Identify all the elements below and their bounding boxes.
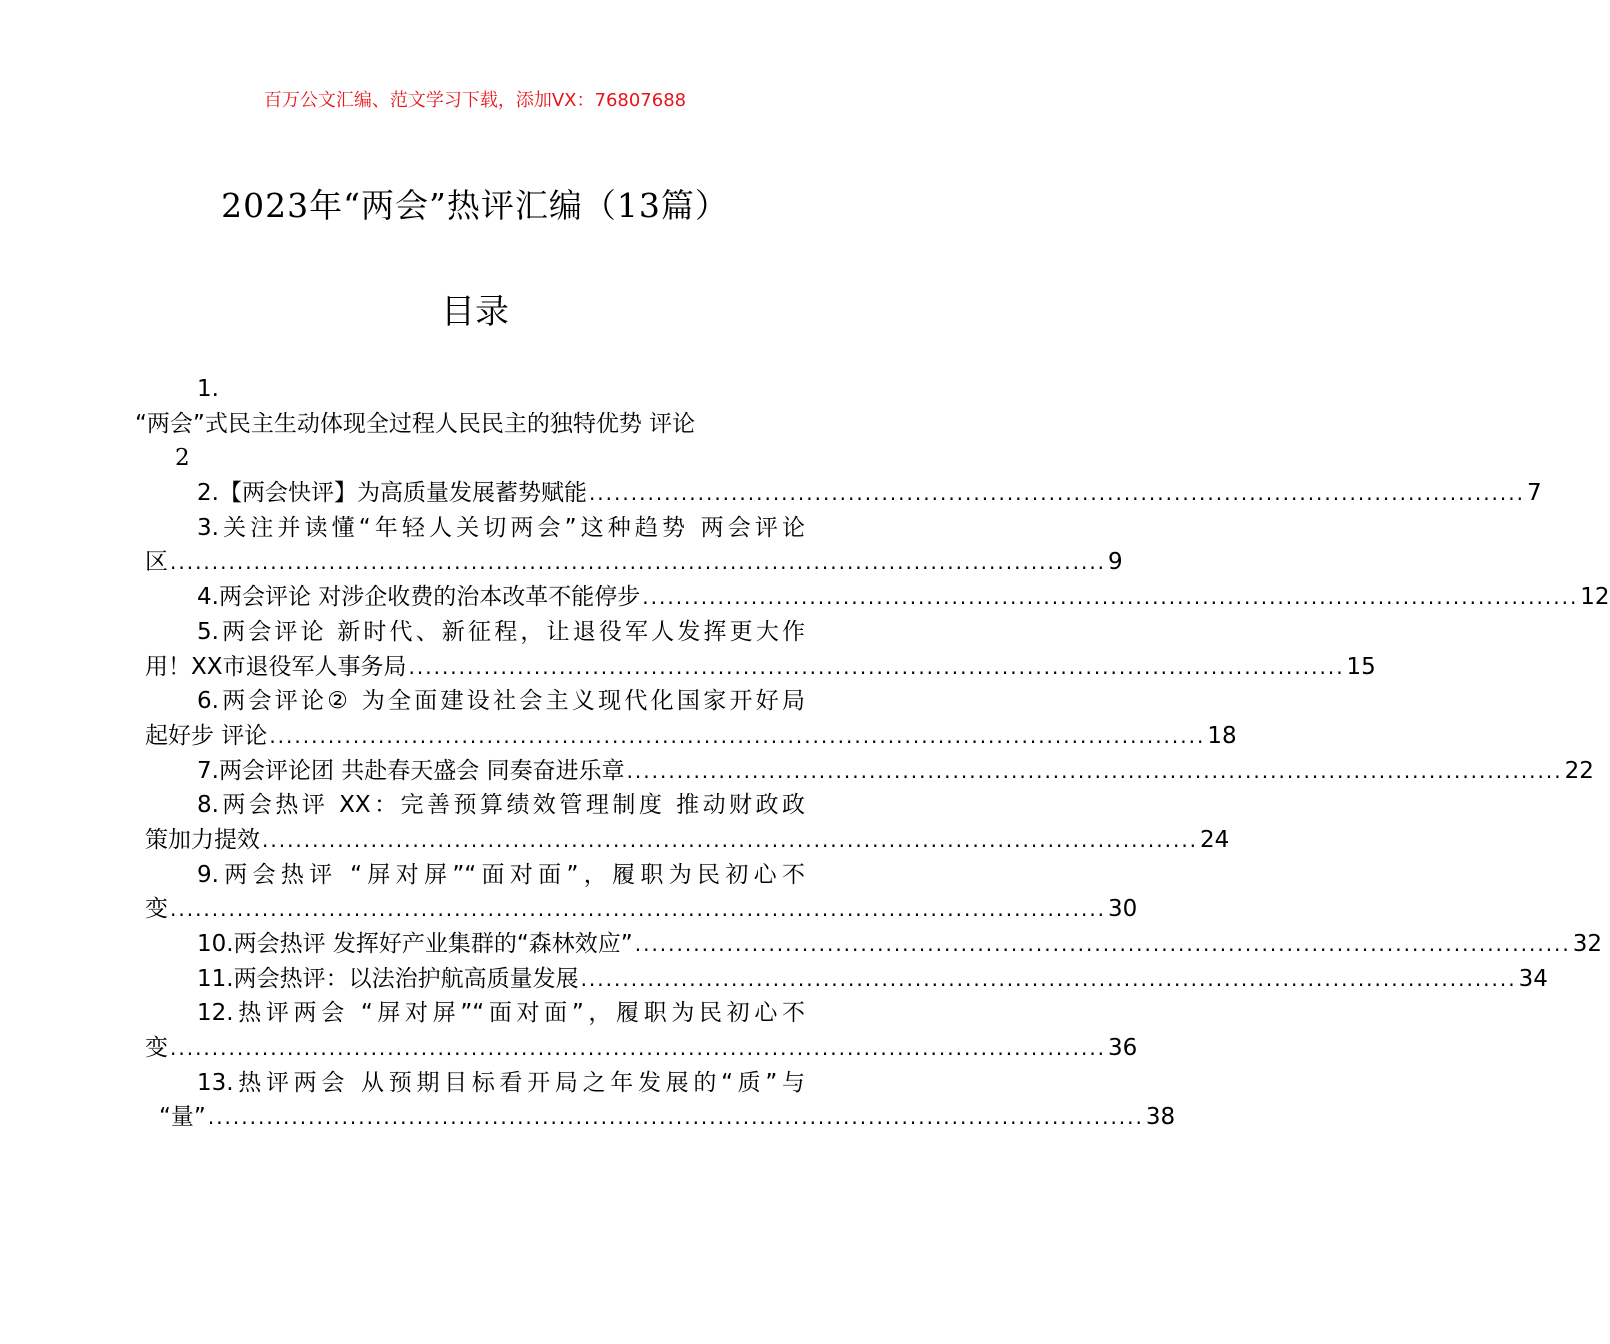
toc-entry-title: 11.两会热评：以法治护航高质量发展 xyxy=(197,965,579,992)
toc-entry-page: 2 xyxy=(175,445,190,472)
toc-leader: ................................................................................................................ xyxy=(170,897,1107,922)
toc-leader: ................................................................................................................ xyxy=(170,1036,1107,1061)
toc-entry-2[interactable] xyxy=(145,476,1542,511)
toc-entry-title: 3.关注并读懂“年轻人关切两会”这种趋势 两会评论 xyxy=(197,514,805,541)
toc-entry-4[interactable] xyxy=(145,580,1610,615)
header-note: 百万公文汇编、范文学习下载，添加VX：76807688 xyxy=(263,90,687,111)
toc-entry-title: “两会”式民主生动体现全过程人民民主的独特优势 评论 xyxy=(135,410,696,437)
toc-entry-title-cont: 用！XX市退役军人事务局 xyxy=(145,653,407,680)
toc-entry-8[interactable] xyxy=(145,788,1230,857)
toc-entry-number: 1. xyxy=(197,376,219,402)
toc-entry-page: 18 xyxy=(1207,722,1237,749)
toc-leader: ................................................................................................................ xyxy=(588,481,1525,506)
toc-entry-title: 10.两会热评 发挥好产业集群的“森林效应” xyxy=(197,931,633,957)
toc-entry-page: 32 xyxy=(1572,931,1603,957)
toc-entry-3[interactable] xyxy=(145,511,1123,580)
toc-entry-10[interactable] xyxy=(145,927,1603,962)
toc-entry-title-cont: “量” xyxy=(159,1104,206,1131)
toc-leader: ................................................................................................................ xyxy=(207,1105,1144,1130)
toc-entry-page: 15 xyxy=(1346,653,1376,680)
toc-entry-page: 7 xyxy=(1526,480,1542,507)
toc-entry-13[interactable] xyxy=(145,1066,1176,1135)
toc-entry-12[interactable] xyxy=(145,996,1138,1065)
toc-entry-page: 9 xyxy=(1108,549,1123,576)
toc-entry-title: 5.两会评论 新时代、新征程，让退役军人发挥更大作 xyxy=(197,618,805,645)
toc-leader: ................................................................................................................ xyxy=(634,932,1571,956)
toc-entry-title: 7.两会评论团 共赴春天盛会 同奏奋进乐章 xyxy=(197,757,625,784)
toc-leader: ................................................................................................................ xyxy=(408,654,1345,679)
toc-entry-page: 34 xyxy=(1518,965,1548,992)
toc-entry-title-cont: 区 xyxy=(145,549,168,576)
toc-entry-title-cont: 起好步 评论 xyxy=(145,722,268,749)
toc-leader: ................................................................................................................ xyxy=(580,966,1517,991)
toc-leader: ................................................................................................................ xyxy=(269,723,1206,748)
toc-entry-title: 9.两会热评 “屏对屏”“面对面”，履职为民初心不 xyxy=(197,861,805,888)
toc-entry-page: 30 xyxy=(1108,896,1138,923)
toc-entry-9[interactable] xyxy=(145,858,1138,927)
toc-entry-title-cont: 变 xyxy=(145,1035,168,1062)
document-title: 2023年“两会”热评汇编（13篇） xyxy=(221,186,729,225)
toc-entry-title-cont: 变 xyxy=(145,896,168,923)
toc-entry-title: 4.两会评论 对涉企收费的治本改革不能停步 xyxy=(197,584,641,611)
toc-leader: ................................................................................................................ xyxy=(262,827,1199,852)
toc-entry-page: 22 xyxy=(1564,757,1594,784)
toc-entry-6[interactable] xyxy=(145,684,1237,753)
toc-entry-5[interactable] xyxy=(145,615,1376,684)
toc-entry-page: 36 xyxy=(1108,1035,1138,1062)
toc-entry-title-cont: 策加力提效 xyxy=(145,826,260,853)
toc-entry-page: 24 xyxy=(1200,826,1230,853)
toc-entry-title: 6.两会评论② 为全面建设社会主义现代化国家开好局 xyxy=(197,688,805,715)
toc-leader: ................................................................................................................ xyxy=(170,550,1107,575)
toc-entry-title: 8.两会热评 XX：完善预算绩效管理制度 推动财政政 xyxy=(197,792,805,819)
toc-entry-7[interactable] xyxy=(145,754,1594,789)
toc-leader: ................................................................................................................ xyxy=(642,585,1579,610)
toc-leader: ................................................................................................................ xyxy=(626,758,1563,783)
toc-entry-11[interactable] xyxy=(145,962,1548,997)
toc-entry-1[interactable] xyxy=(135,372,805,476)
toc-heading: 目录 xyxy=(441,292,509,332)
table-of-contents xyxy=(135,372,1610,1135)
toc-entry-title: 12.热评两会 “屏对屏”“面对面”，履职为民初心不 xyxy=(197,1000,805,1027)
toc-entry-page: 38 xyxy=(1145,1104,1176,1131)
toc-entry-title: 2.【两会快评】为高质量发展蓄势赋能 xyxy=(197,480,587,507)
toc-entry-page: 12 xyxy=(1580,584,1610,611)
toc-entry-title: 13.热评两会 从预期目标看开局之年发展的“质”与 xyxy=(197,1069,805,1096)
